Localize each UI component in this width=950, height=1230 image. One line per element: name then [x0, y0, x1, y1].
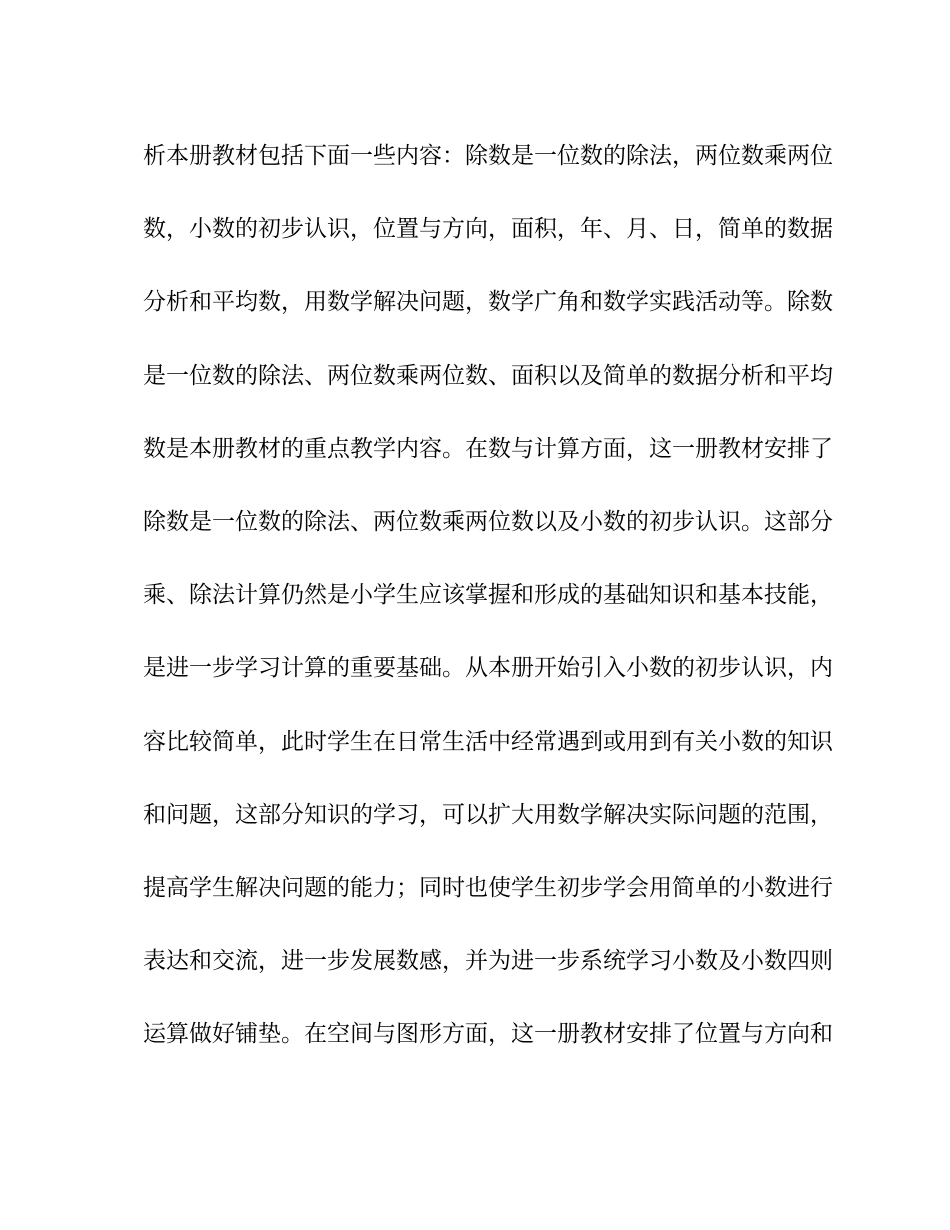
text-line-11: 提高学生解决问题的能力；同时也使学生初步学会用简单的小数进行 [143, 874, 833, 901]
text-line-13: 运算做好铺垫。在空间与图形方面，这一册教材安排了位置与方向和 [143, 1021, 833, 1048]
text-line-3: 分析和平均数，用数学解决问题，数学广角和数学实践活动等。除数 [143, 289, 833, 316]
text-line-8: 是进一步学习计算的重要基础。从本册开始引入小数的初步认识，内 [143, 655, 833, 682]
text-line-9: 容比较简单，此时学生在日常生活中经常遇到或用到有关小数的知识 [143, 728, 833, 755]
text-line-10: 和问题，这部分知识的学习，可以扩大用数学解决实际问题的范围， [143, 801, 833, 828]
text-line-5: 数是本册教材的重点教学内容。在数与计算方面，这一册教材安排了 [143, 435, 833, 462]
text-line-7: 乘、除法计算仍然是小学生应该掌握和形成的基础知识和基本技能， [143, 582, 833, 609]
text-line-6: 除数是一位数的除法、两位数乘两位数以及小数的初步认识。这部分 [143, 508, 833, 535]
text-line-4: 是一位数的除法、两位数乘两位数、面积以及简单的数据分析和平均 [143, 362, 833, 389]
text-line-1: 析本册教材包括下面一些内容：除数是一位数的除法，两位数乘两位 [143, 143, 833, 169]
body-text [143, 133, 833, 1084]
text-line-2: 数，小数的初步认识，位置与方向，面积，年、月、日，简单的数据 [143, 216, 833, 243]
text-line-12: 表达和交流，进一步发展数感，并为进一步系统学习小数及小数四则 [143, 948, 833, 975]
